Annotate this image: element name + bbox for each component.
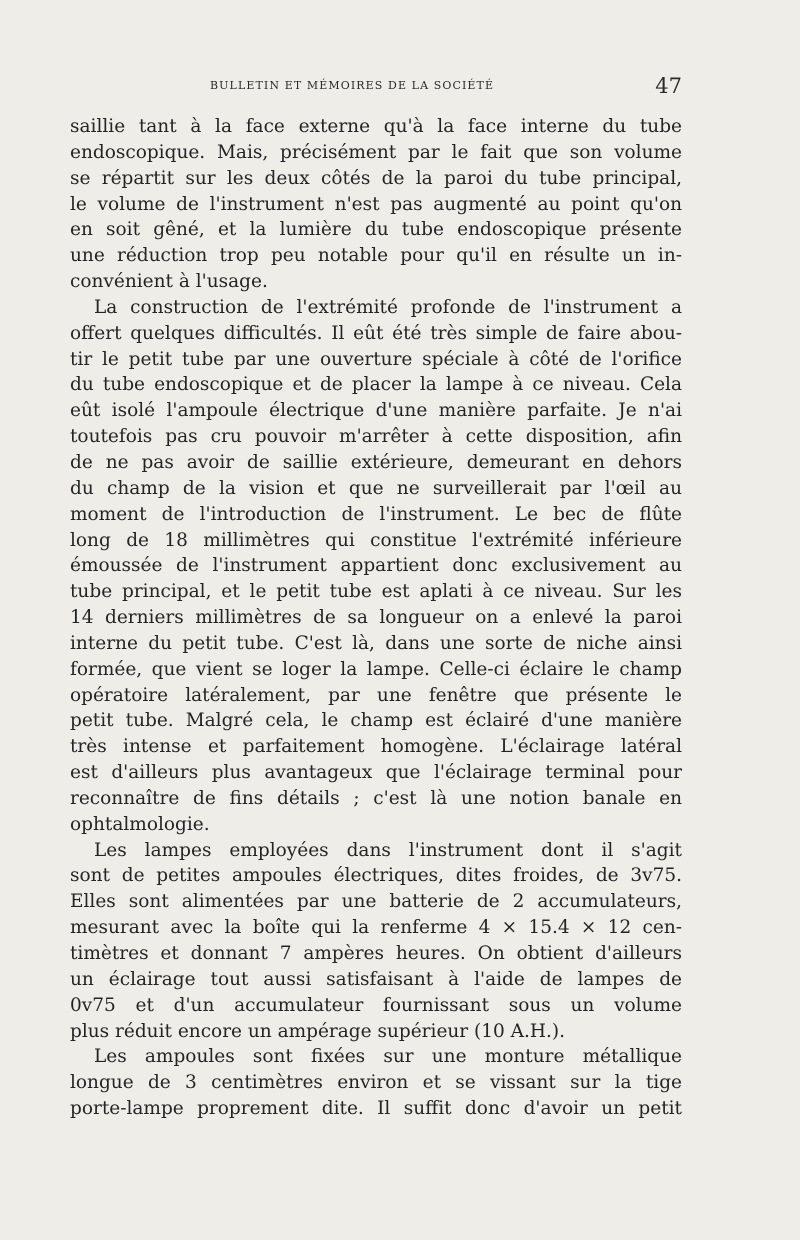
text-line: est d'ailleurs plus avantageux que l'éclairage terminal pour bbox=[70, 762, 682, 784]
text-line: sont de petites ampoules électriques, dites froides, de 3v75. bbox=[70, 865, 682, 887]
text-line: 14 derniers millimètres de sa longueur on a enlevé la paroi bbox=[70, 607, 682, 629]
text-line: ophtalmologie. bbox=[70, 813, 210, 835]
text-line: timètres et donnant 7 ampères heures. On obtient d'ailleurs bbox=[70, 943, 682, 964]
page-header bbox=[70, 76, 682, 98]
text-line: porte-lampe proprement dite. Il suffit donc d'avoir un petit bbox=[70, 1098, 682, 1120]
body-text bbox=[70, 114, 682, 1122]
text-line: long de 18 millimètres qui constitue l'extrémité inférieure bbox=[70, 529, 682, 551]
text-line: saillie tant à la face externe qu'à la face interne du tube bbox=[70, 116, 682, 137]
running-title: BULLETIN ET MÉMOIRES DE LA SOCIÉTÉ bbox=[210, 79, 495, 92]
text-line: tir le petit tube par une ouverture spéciale à côté de l'orifice bbox=[70, 348, 682, 370]
text-line: le volume de l'instrument n'est pas augmenté au point qu'on bbox=[70, 193, 682, 215]
text-line: eût isolé l'ampoule électrique d'une manière parfaite. Je n'ai bbox=[70, 400, 682, 422]
text-line: Elles sont alimentées par une batterie de 2 accumulateurs, bbox=[70, 891, 682, 913]
text-line: en soit gêné, et la lumière du tube endoscopique présente bbox=[70, 219, 682, 241]
text-line: un éclairage tout aussi satisfaisant à l'aide de lampes de bbox=[70, 968, 682, 990]
text-line: moment de l'introduction de l'instrument. Le bec de flûte bbox=[70, 503, 682, 525]
text-line: tube principal, et le petit tube est aplati à ce niveau. Sur les bbox=[70, 581, 682, 603]
text-line: interne du petit tube. C'est là, dans une sorte de niche ainsi bbox=[70, 632, 682, 654]
text-line: se répartit sur les deux côtés de la paroi du tube principal, bbox=[70, 167, 682, 189]
text-line: Les ampoules sont fixées sur une monture métallique bbox=[94, 1046, 682, 1068]
text-line: mesurant avec la boîte qui la renferme 4 × 15.4 × 12 cen- bbox=[70, 917, 682, 939]
text-line: formée, que vient se loger la lampe. Celle-ci éclaire le champ bbox=[70, 658, 682, 680]
text-line: une réduction trop peu notable pour qu'il en résulte un in- bbox=[70, 245, 682, 267]
text-line: longue de 3 centimètres environ et se vissant sur la tige bbox=[70, 1072, 682, 1094]
text-line: Les lampes employées dans l'instrument dont il s'agit bbox=[94, 839, 682, 861]
text-line: endoscopique. Mais, précisément par le fait que son volume bbox=[70, 141, 682, 163]
text-line: très intense et parfaitement homogène. L'éclairage latéral bbox=[70, 736, 682, 758]
text-line: du tube endoscopique et de placer la lampe à ce niveau. Cela bbox=[70, 374, 682, 396]
text-line: petit tube. Malgré cela, le champ est éclairé d'une manière bbox=[70, 710, 682, 732]
text-line: La construction de l'extrémité profonde de l'instrument a bbox=[94, 296, 682, 318]
text-line: émoussée de l'instrument appartient donc exclusivement au bbox=[70, 555, 682, 577]
text-line: reconnaître de fins détails ; c'est là une notion banale en bbox=[70, 787, 682, 809]
text-line: 0v75 et d'un accumulateur fournissant sous un volume bbox=[70, 994, 682, 1016]
text-line: opératoire latéralement, par une fenêtre que présente le bbox=[70, 684, 682, 706]
text-line: de ne pas avoir de saillie extérieure, demeurant en dehors bbox=[70, 451, 682, 473]
text-line: plus réduit encore un ampérage supérieur (10 A.H.). bbox=[70, 1020, 566, 1042]
text-line: convénient à l'usage. bbox=[70, 271, 268, 293]
text-line: toutefois pas cru pouvoir m'arrêter à cette disposition, afin bbox=[70, 426, 682, 448]
text-line: offert quelques difficultés. Il eût été très simple de faire abou- bbox=[70, 322, 682, 344]
text-line: du champ de la vision et que ne surveillerait par l'œil au bbox=[70, 477, 682, 499]
page-number: 47 bbox=[655, 74, 682, 98]
